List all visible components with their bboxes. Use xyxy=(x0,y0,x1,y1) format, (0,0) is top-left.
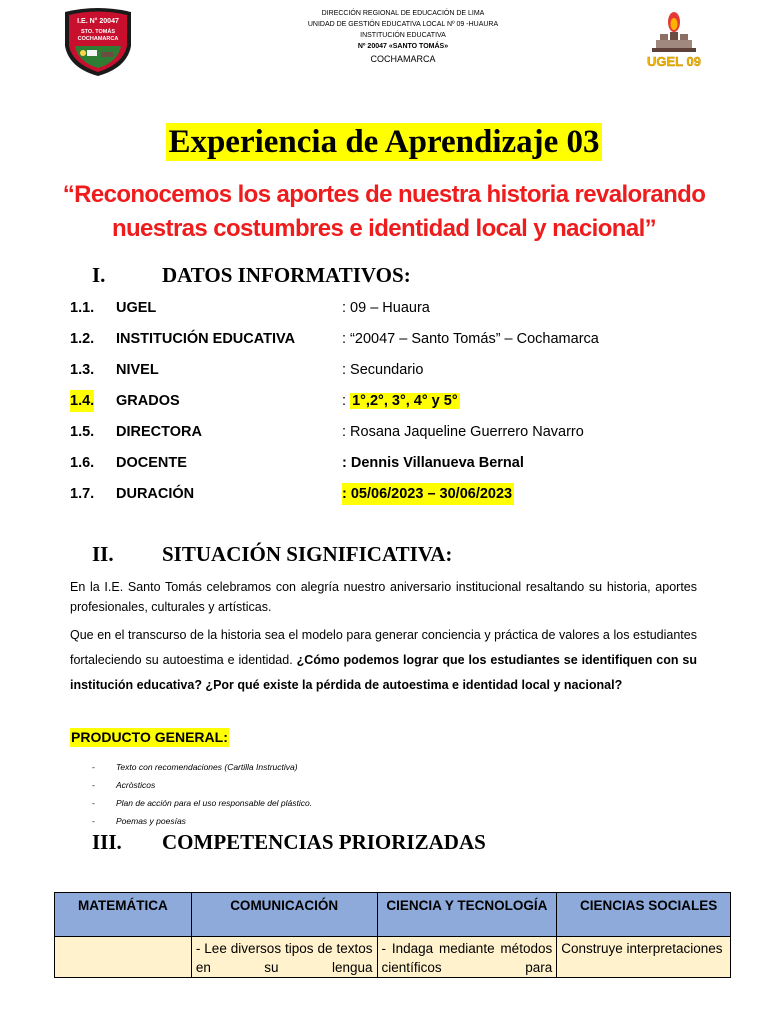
table-header-social-sciences: CIENCIAS SOCIALES xyxy=(557,893,731,937)
section-1-title: DATOS INFORMATIVOS: xyxy=(162,263,411,287)
competencies-table xyxy=(54,892,731,978)
table-header-science: CIENCIA Y TECNOLOGÍA xyxy=(377,893,557,937)
info-value: : “20047 – Santo Tomás” – Cochamarca xyxy=(342,331,599,347)
product-label: PRODUCTO GENERAL: xyxy=(71,729,228,745)
section-3-heading xyxy=(92,829,486,855)
ugel-logo-text: UGEL 09 xyxy=(647,54,701,69)
info-key: DURACIÓN xyxy=(116,486,195,502)
info-key: DIRECTORA xyxy=(116,424,202,440)
info-key: NIVEL xyxy=(116,362,159,378)
info-number: 1.1. xyxy=(70,300,95,316)
info-value: : 09 – Huaura xyxy=(342,300,430,316)
info-value-grades: 1°,2°, 3°, 4° y 5° xyxy=(352,393,458,409)
page-title: Experiencia de Aprendizaje 03 xyxy=(168,124,600,160)
product-item: - Acròsticos xyxy=(92,776,312,794)
info-value: : Rosana Jaqueline Guerrero Navarro xyxy=(342,424,584,440)
product-item: - Texto con recomendaciones (Cartilla Instructiva) xyxy=(92,758,312,776)
product-list xyxy=(92,758,312,830)
table-header-math: MATEMÁTICA xyxy=(55,893,192,937)
info-value-prefix: : xyxy=(342,393,351,409)
table-cell: Construye interpretaciones xyxy=(557,937,731,978)
info-key: UGEL xyxy=(116,300,157,316)
school-crest-logo xyxy=(61,6,135,78)
header-line-5: COCHAMARCA xyxy=(370,54,436,64)
info-number: 1.3. xyxy=(70,362,95,378)
crest-text-mid1: STO. TOMÁS xyxy=(80,29,116,35)
info-number: 1.5. xyxy=(70,424,95,440)
crest-text-mid2: COCHAMARCA xyxy=(77,36,119,42)
situation-paragraph-2-text: Que en el transcurso de la historia sea el modelo para generar conciencia y práctica de valores a los estudiantes fortaleciendo su autoestima e identidad. xyxy=(70,628,697,667)
info-number: 1.2. xyxy=(70,331,95,347)
info-value-duration: : 05/06/2023 – 30/06/2023 xyxy=(342,483,514,505)
section-1-heading xyxy=(92,262,411,288)
header-line-2: UNIDAD DE GESTIÓN EDUCATIVA LOCAL Nº 09 -HUAURA xyxy=(307,21,499,28)
crest-text-top: I.E. N° 20047 xyxy=(77,18,119,25)
section-3-number: III. xyxy=(92,830,122,854)
section-2-number: II. xyxy=(92,542,114,566)
info-key: DOCENTE xyxy=(116,455,187,471)
situation-questions: ¿Cómo podemos lograr que los estudiantes se identifiquen con su institución educativa? ¿Por qué existe la pérdida de autoestima e identidad local y nacional? xyxy=(70,653,698,692)
product-item: - Plan de acción para el uso responsable del plástico. xyxy=(92,794,312,812)
info-number: 1.7. xyxy=(70,486,95,502)
situation-paragraph-1: En la I.E. Santo Tomás celebramos con alegría nuestro aniversario institucional resaltando su historia, aportes profesionales, culturales y artísticas. xyxy=(70,580,697,614)
page-subtitle: “Reconocemos los aportes de nuestra historia revalorando nuestras costumbres e identidad local y nacional” xyxy=(62,181,706,242)
table-header-row xyxy=(55,893,731,937)
section-3-title: COMPETENCIAS PRIORIZADAS xyxy=(162,830,486,854)
table-header-communication: COMUNICACIÓN xyxy=(191,893,377,937)
table-cell xyxy=(55,937,192,978)
product-item: - Poemas y poesías xyxy=(92,812,312,830)
info-key: INSTITUCIÓN EDUCATIVA xyxy=(116,331,296,347)
info-number: 1.6. xyxy=(70,455,95,471)
title-container xyxy=(0,123,768,161)
info-number: 1.4. xyxy=(70,390,94,412)
institution-header xyxy=(270,8,536,66)
section-2-title: SITUACIÓN SIGNIFICATIVA: xyxy=(162,542,453,566)
section-1-number: I. xyxy=(92,263,106,287)
table-cell: - Lee diversos tipos de textos en su lengua xyxy=(191,937,377,978)
info-value-wrap xyxy=(342,390,460,412)
table-row xyxy=(55,937,731,978)
ugel-logo xyxy=(642,8,706,74)
header-line-4: Nº 20047 «SANTO TOMÁS» xyxy=(357,43,449,50)
info-value: : Dennis Villanueva Bernal xyxy=(342,455,524,471)
table-cell: - Indaga mediante métodos científicos para xyxy=(377,937,557,978)
header-line-1: DIRECCIÓN REGIONAL DE EDUCACIÓN DE LIMA xyxy=(321,10,485,17)
section-2-heading xyxy=(92,541,452,567)
info-key: GRADOS xyxy=(116,393,180,409)
info-value: : Secundario xyxy=(342,362,424,378)
situation-paragraph-2 xyxy=(70,623,697,698)
header-line-3: INSTITUCIÓN EDUCATIVA xyxy=(360,32,446,39)
